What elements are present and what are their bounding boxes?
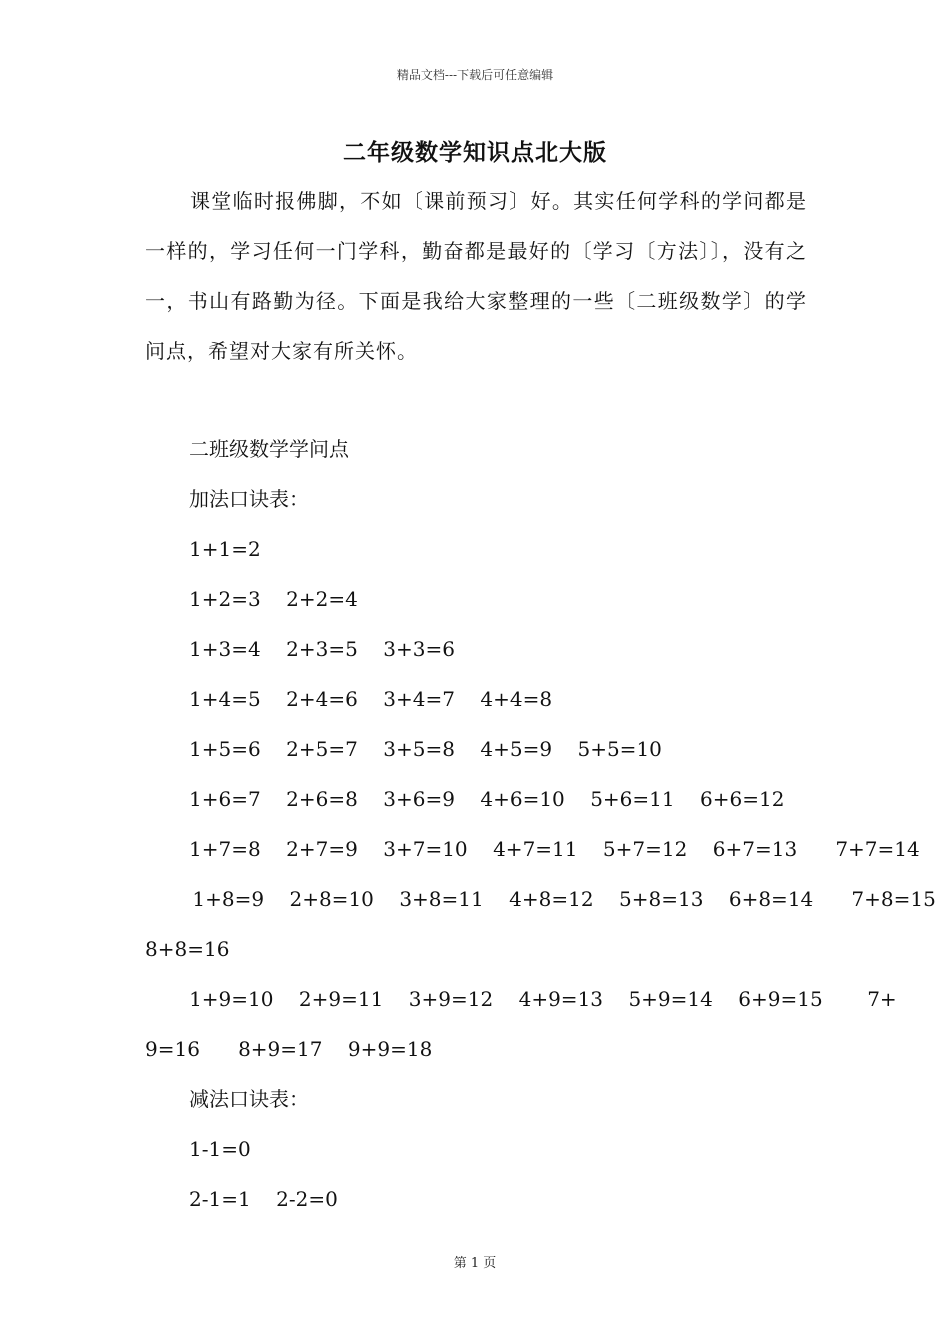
- document-title: 二年级数学知识点北大版: [343, 139, 607, 166]
- addition-row-9-continued: 9=16 8+9=17 9+9=18: [145, 1037, 433, 1061]
- addition-row-4: 1+4=5 2+4=6 3+4=7 4+4=8: [189, 687, 553, 711]
- addition-row-9: 1+9=10 2+9=11 3+9=12 4+9=13 5+9=14 6+9=15 7+: [170, 987, 897, 1011]
- addition-row-5: 1+5=6 2+5=7 3+5=8 4+5=9 5+5=10: [189, 737, 662, 761]
- addition-row-3: 1+3=4 2+3=5 3+3=6: [189, 637, 455, 661]
- addition-row-1: 1+1=2: [189, 537, 261, 561]
- intro-paragraph: 课堂临时报佛脚，不如〔课前预习〕好。其实任何学科的学问都是一样的，学习任何一门学科，勤奋都是最好的〔学习〔方法〕〕，没有之一，书山有路勤为径。下面是我给大家整理的一些〔二班级数学〕的学问点，希望对大家有所关怀。: [145, 189, 807, 363]
- addition-row-2: 1+2=3 2+2=4: [189, 587, 358, 611]
- page-number: 第 1 页: [453, 1256, 497, 1271]
- subtraction-row-1: 1-1=0: [189, 1137, 251, 1161]
- addition-row-8: 1+8=9 2+8=10 3+8=11 4+8=12 5+8=13 6+8=14 7+8=15: [186, 887, 936, 911]
- page-header: 精品文档---下载后可任意编辑: [396, 68, 554, 82]
- subtraction-table-heading: 减法口诀表：: [189, 1087, 309, 1111]
- addition-row-7: 1+7=8 2+7=9 3+7=10 4+7=11 5+7=12 6+7=13 7+7=14: [189, 837, 920, 861]
- addition-row-8-continued: 8+8=16: [145, 937, 230, 961]
- addition-table-heading: 加法口诀表：: [189, 487, 309, 511]
- addition-row-6: 1+6=7 2+6=8 3+6=9 4+6=10 5+6=11 6+6=12: [189, 787, 785, 811]
- section-heading: 二班级数学学问点: [189, 437, 349, 461]
- subtraction-row-2: 2-1=1 2-2=0: [189, 1187, 338, 1211]
